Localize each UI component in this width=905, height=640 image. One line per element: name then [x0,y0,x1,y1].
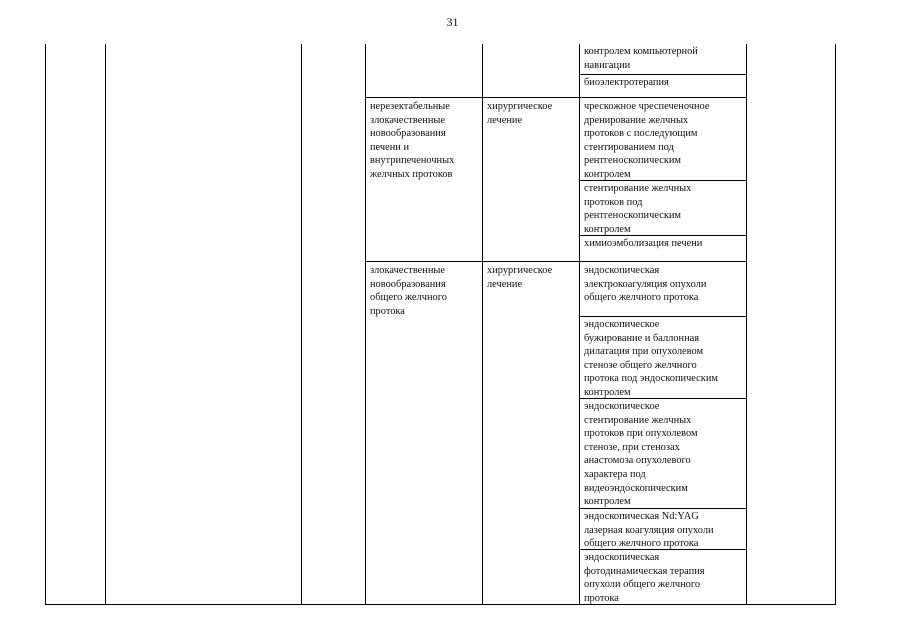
method-cell: чрескожное чреспеченочное дренирование желчных протоков с последующим стентированием под рентгеноскопическим контролем [584,101,710,180]
treatment-cell: хирургическое лечение [487,101,553,126]
method-cell: эндоскопическая электрокоагуляция опухоли общего желчного протока [584,265,707,304]
method-cell: биоэлектротерапия [584,77,669,88]
row-separator [365,97,747,98]
treatment-cell: хирургическое лечение [487,265,553,290]
method-separator [579,316,747,317]
method-separator [579,74,747,75]
method-cell: эндоскопическое бужирование и баллонная дилатация при опухолевом стенозе общего желчного протока под эндоскопическим контролем [584,319,718,398]
column-divider [365,44,366,605]
method-cell: контролем компьютерной навигации [584,46,698,71]
column-divider [105,44,106,605]
method-cell: эндоскопическая Nd:YAG лазерная коагуляция опухоли общего желчного протока [584,511,714,550]
column-divider [301,44,302,605]
method-cell: стентирование желчных протоков под рентгеноскопическим контролем [584,183,692,235]
diagnosis-cell: злокачественные новообразования общего желчного протока [370,265,447,317]
method-cell: химиоэмболизация печени [584,238,703,249]
row-separator [365,261,747,262]
table-border-right [835,44,836,605]
column-divider [579,44,580,605]
method-cell: эндоскопическое стентирование желчных протоков при опухолевом стенозе, при стенозах анастомоза опухолевого характера под видеоэндоскопическим контролем [584,401,698,508]
page-number: 31 [446,15,459,29]
diagnosis-cell: нерезектабельные злокачественные новообразования печени и внутрипеченочных желчных протоков [370,101,455,180]
column-divider [746,44,747,605]
column-divider [482,44,483,605]
method-cell: эндоскопическая фотодинамическая терапия опухоли общего желчного протока [584,552,705,604]
table-border-left [45,44,46,605]
